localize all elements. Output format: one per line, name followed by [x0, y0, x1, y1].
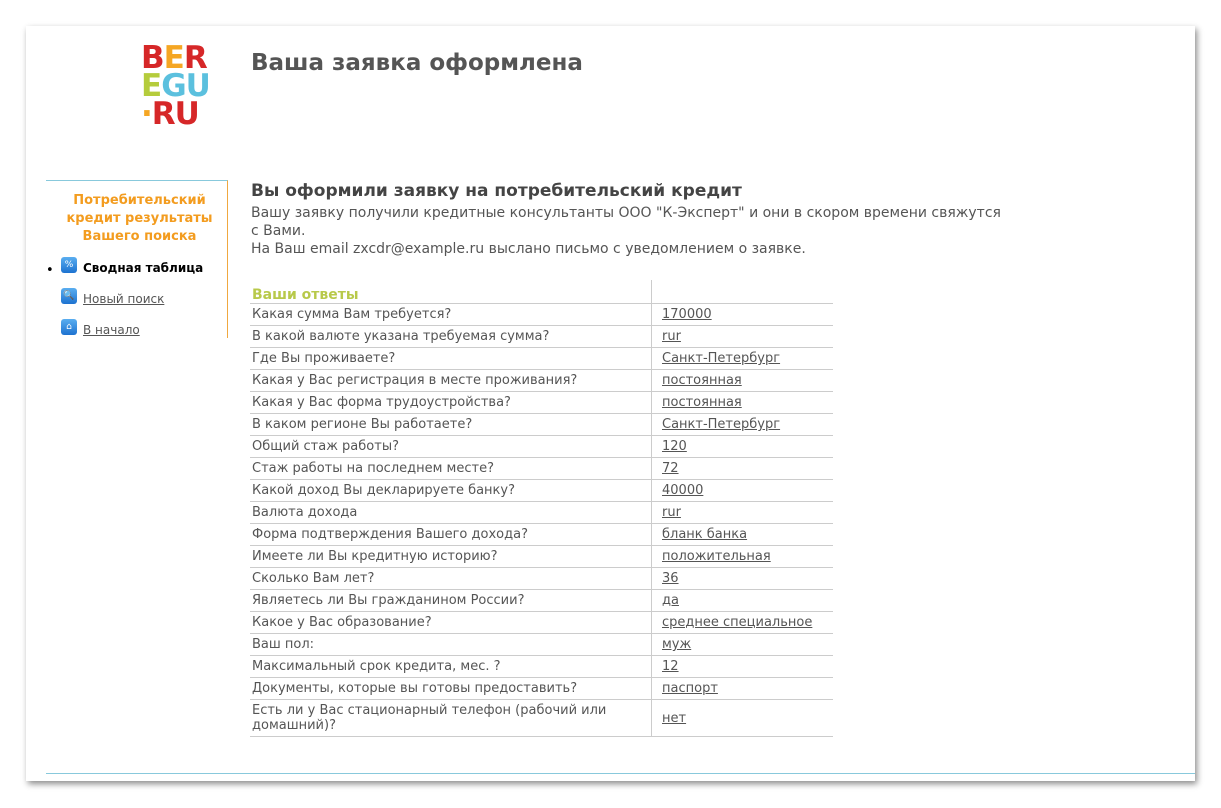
question-cell: Какая у Вас регистрация в месте проживания? — [250, 370, 652, 392]
answer-link[interactable]: 170000 — [662, 307, 712, 322]
table-row — [250, 612, 833, 634]
question-cell: В какой валюте указана требуемая сумма? — [250, 326, 652, 348]
question-cell: Общий стаж работы? — [250, 436, 652, 458]
answers-table — [250, 280, 833, 737]
table-row — [250, 304, 833, 326]
question-cell: Стаж работы на последнем месте? — [250, 458, 652, 480]
sidebar-heading: Потребительский кредит результаты Вашего поиска — [66, 193, 213, 244]
answer-link[interactable]: муж — [662, 637, 692, 652]
answer-cell — [652, 458, 834, 480]
table-row — [250, 326, 833, 348]
sidebar-nav — [46, 257, 227, 350]
question-cell: Какая сумма Вам требуется? — [250, 304, 652, 326]
question-cell: Какое у Вас образование? — [250, 612, 652, 634]
answer-link[interactable]: 72 — [662, 461, 679, 476]
logo-letter: B — [141, 40, 164, 76]
table-row — [250, 348, 833, 370]
table-row — [250, 656, 833, 678]
logo-letter: G — [161, 68, 186, 104]
table-row — [250, 414, 833, 436]
search-icon[interactable]: 🔍 — [61, 288, 77, 304]
table-row — [250, 392, 833, 414]
answer-cell — [652, 700, 834, 737]
answer-link[interactable]: rur — [662, 505, 681, 520]
answer-cell — [652, 590, 834, 612]
table-row — [250, 370, 833, 392]
table-row — [250, 502, 833, 524]
table-row — [250, 524, 833, 546]
logo-letter: U — [174, 96, 199, 132]
answer-cell — [652, 480, 834, 502]
site-logo[interactable] — [141, 40, 233, 132]
answer-cell — [652, 612, 834, 634]
logo-row — [141, 96, 233, 132]
answer-link[interactable]: 40000 — [662, 483, 704, 498]
answer-link[interactable]: да — [662, 593, 679, 608]
answer-link[interactable]: среднее специальное — [662, 615, 813, 630]
question-cell: Есть ли у Вас стационарный телефон (рабочий или домашний)? — [250, 700, 652, 737]
logo-letter: E — [163, 40, 184, 76]
question-cell: Максимальный срок кредита, мес. ? — [250, 656, 652, 678]
answer-link[interactable]: нет — [662, 710, 687, 726]
answer-cell — [652, 414, 834, 436]
sidebar-item-new-search[interactable] — [46, 288, 227, 319]
table-row — [250, 700, 833, 737]
question-cell: Форма подтверждения Вашего дохода? — [250, 524, 652, 546]
answer-link[interactable]: Санкт-Петербург — [662, 351, 781, 366]
home-icon[interactable]: ⌂ — [61, 319, 77, 335]
answer-cell — [652, 568, 834, 590]
table-row — [250, 590, 833, 612]
answer-link[interactable]: постоянная — [662, 395, 742, 410]
table-row — [250, 634, 833, 656]
table-row — [250, 480, 833, 502]
answer-cell — [652, 436, 834, 458]
answer-cell — [652, 634, 834, 656]
answer-cell — [652, 326, 834, 348]
table-row — [250, 678, 833, 700]
sidebar-item-home[interactable] — [46, 319, 227, 350]
logo-letter: E — [141, 68, 162, 104]
answer-cell — [652, 524, 834, 546]
question-cell: Ваш пол: — [250, 634, 652, 656]
question-cell: Валюта дохода — [250, 502, 652, 524]
confirmation-text — [251, 204, 1011, 258]
table-row — [250, 568, 833, 590]
confirmation-heading: Вы оформили заявку на потребительский кредит — [251, 181, 742, 201]
table-row — [250, 436, 833, 458]
answer-link[interactable]: бланк банка — [662, 527, 748, 542]
sidebar-item-label: Сводная таблица — [83, 261, 204, 275]
sidebar-item-summary[interactable] — [46, 257, 227, 288]
answer-link[interactable]: rur — [662, 329, 681, 344]
answer-link[interactable]: Санкт-Петербург — [662, 417, 781, 432]
answer-cell — [652, 546, 834, 568]
question-cell: В каком регионе Вы работаете? — [250, 414, 652, 436]
logo-letter: U — [185, 68, 210, 104]
confirmation-line-consultants: Вашу заявку получили кредитные консультанты ООО "К-Эксперт" и они в скором времени свяжутся с Вами. — [251, 205, 1001, 239]
answer-link[interactable]: постоянная — [662, 373, 742, 388]
answers-header: Ваши ответы — [250, 280, 652, 304]
answer-cell — [652, 678, 834, 700]
confirmation-line-email: На Ваш email zxcdr@example.ru выслано письмо с уведомлением о заявке. — [251, 241, 806, 257]
answer-cell — [652, 502, 834, 524]
answer-cell — [652, 304, 834, 326]
footer-divider — [46, 773, 1195, 774]
question-cell: Документы, которые вы готовы предоставить? — [250, 678, 652, 700]
answer-cell — [652, 392, 834, 414]
answer-cell — [652, 656, 834, 678]
question-cell: Сколько Вам лет? — [250, 568, 652, 590]
percent-icon[interactable]: % — [61, 257, 77, 273]
logo-letter: · — [141, 96, 152, 132]
page-title: Ваша заявка оформлена — [251, 50, 583, 76]
table-row — [250, 458, 833, 480]
answer-link[interactable]: 120 — [662, 439, 687, 454]
logo-letter: R — [151, 96, 175, 132]
question-cell: Какая у Вас форма трудоустройства? — [250, 392, 652, 414]
answer-link[interactable]: паспорт — [662, 681, 718, 696]
question-cell: Являетесь ли Вы гражданином России? — [250, 590, 652, 612]
answers-header-row — [250, 280, 833, 304]
sidebar-item-label[interactable]: Новый поиск — [83, 292, 165, 306]
sidebar-item-label[interactable]: В начало — [83, 323, 140, 337]
question-cell: Имеете ли Вы кредитную историю? — [250, 546, 652, 568]
table-row — [250, 546, 833, 568]
answer-link[interactable]: 36 — [662, 571, 679, 586]
answer-cell — [652, 370, 834, 392]
sidebar — [46, 180, 228, 338]
answer-link[interactable]: положительная — [662, 549, 771, 564]
answers-header-blank — [652, 280, 834, 304]
logo-letter: R — [183, 40, 207, 76]
question-cell: Какой доход Вы декларируете банку? — [250, 480, 652, 502]
active-bullet-icon: • — [46, 263, 54, 278]
question-cell: Где Вы проживаете? — [250, 348, 652, 370]
answer-link[interactable]: 12 — [662, 659, 679, 674]
answer-cell — [652, 348, 834, 370]
